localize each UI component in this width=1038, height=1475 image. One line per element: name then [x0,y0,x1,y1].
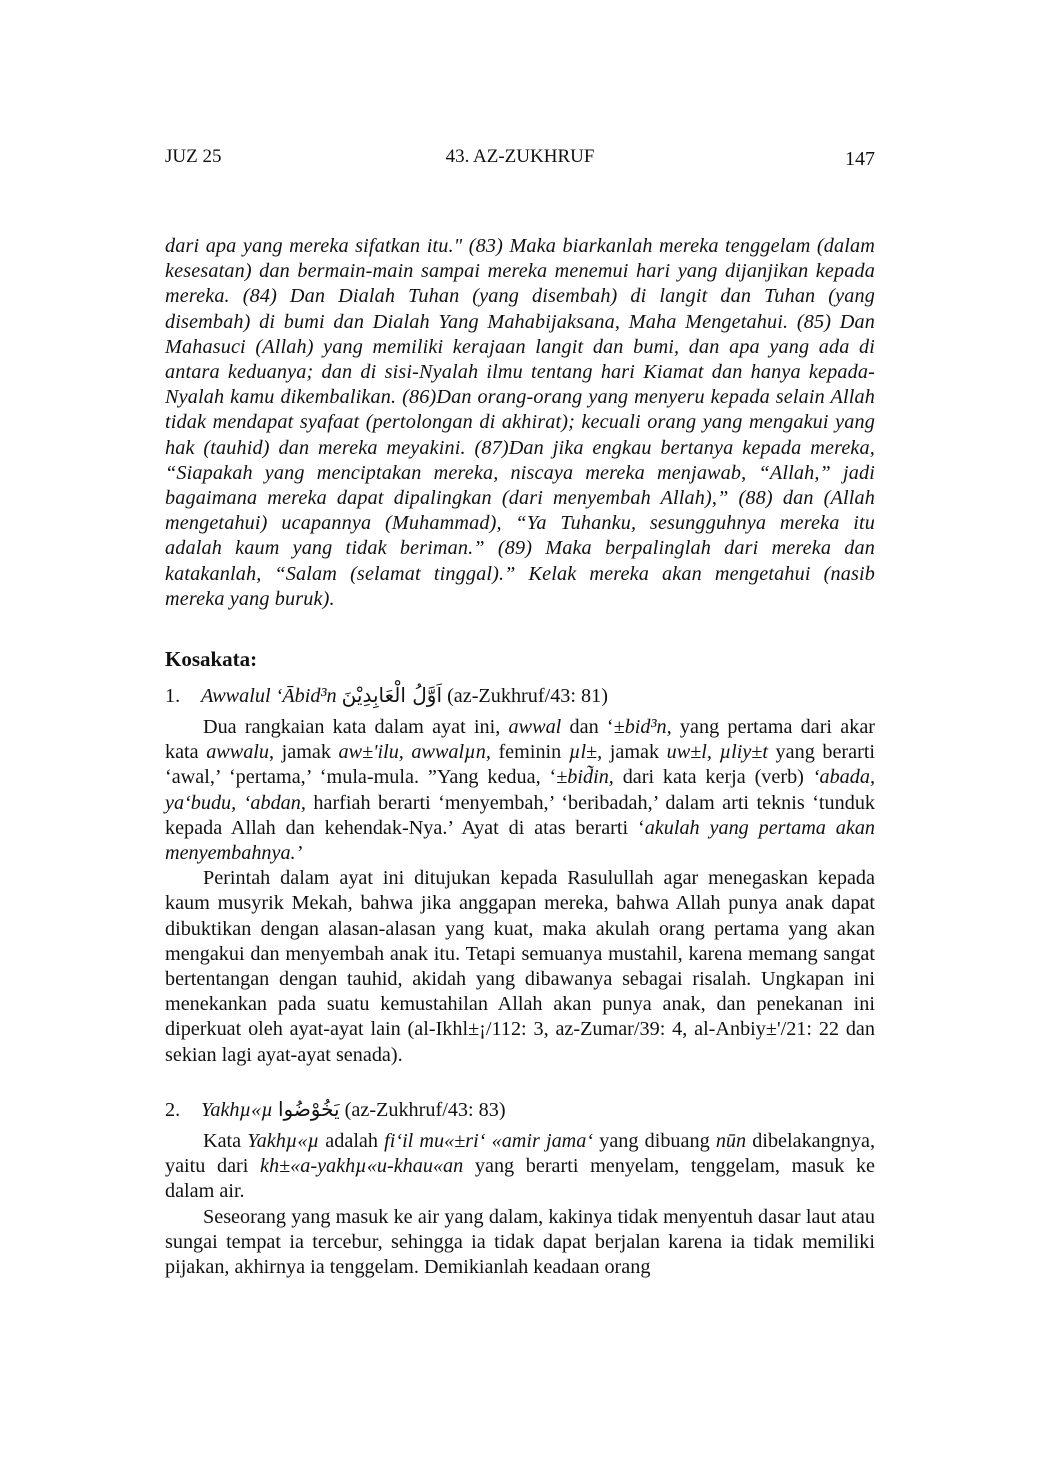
text-run: harfiah berarti ‘menyembah,’ ‘beribadah,’ dalam arti teknis ‘tunduk kepada Allah dan kehendak-Nya.’ Ayat di atas berarti ‘ [165,791,876,839]
italic-term: awwalu [206,741,270,764]
vocab-item-1-heading [165,680,875,711]
italic-term: akulah yang pertama akan menyembahnya.’ [165,816,876,865]
italic-term: uw±l, µliy±t [666,741,768,764]
vocab-item-1-paragraph-1 [165,715,875,866]
italic-term: ‘abada, ya‘budu, ‘abdan, [165,766,875,814]
italic-term: µl±, [568,741,603,764]
kosakata-heading: Kosakata: [165,647,258,672]
italic-term: fi‘il mu«±ri‘ «amir jama‘ [384,1129,594,1152]
verse-reference: (az-Zukhruf/43: 83) [344,1098,506,1121]
vocab-item-number: 1. [165,685,181,708]
vocab-item-2-paragraph-1 [165,1129,875,1205]
vocab-item-2-heading [165,1094,875,1125]
juz-label: JUZ 25 [165,146,222,167]
text-run: Dua rangkaian kata dalam ayat ini, [203,716,509,739]
text-run: adalah [319,1129,385,1152]
verse-reference: (az-Zukhruf/43: 81) [447,685,608,708]
italic-term: kh±«a-yakhµ«u-khau«an [260,1155,464,1178]
text-run: yang dibuang [593,1129,716,1152]
vocab-term: Awwalul ‘Ābid³n [201,685,337,708]
vocab-term: Yakhµ«µ [201,1098,273,1121]
vocab-item-1-paragraph-2: Perintah dalam ayat ini ditujukan kepada Rasulullah agar menegaskan kepada kaum musyrik Mekah, bahwa jika anggapan mereka, bahwa Allah punya anak dapat dibuktikan dengan alasan-alasan yang kuat, maka akulah orang pertama yang akan mengakui dan menyembah anak itu. Tetapi semuanya mustahil, karena memang sangat bertentangan dengan tauhid, akidah yang dibawanya sebagai risalah. Ungkapan ini menekankan pada suatu kemustahilan Allah akan punya anak, dan penekanan ini diperkuat oleh ayat-ayat lain (al-Ikhl±¡/112: 3, az-Zumar/39: 4, al-Anbiy±'/21: 22 dan sekian lagi ayat-ayat senada). [165,867,875,1066]
text-run: , jamak [269,741,339,764]
text-run: Kata [203,1129,248,1152]
text-run: dibelakangnya, yaitu dari [165,1129,876,1178]
text-run: jamak [602,741,667,764]
surah-title: 43. AZ-ZUKHRUF [445,146,595,167]
page-number: 147 [845,148,875,170]
text-run: dari kata kerja (verb) [613,766,813,789]
italic-term: awwal [508,716,562,739]
page-content [165,234,875,1280]
vocab-item-2-paragraph-2: Seseorang yang masuk ke air yang dalam, kakinya tidak menyentuh dasar laut atau sungai tempat ia tercebur, sehingga ia tidak dapat berjalan karena ia tidak memiliki pijakan, akhirnya ia tenggelam. Demikianlah keadaan orang [165,1205,875,1278]
italic-term: aw±'ilu, awwalµn, [338,741,491,764]
text-run: yang berarti menyelam, tenggelam, masuk ke dalam air. [165,1155,875,1203]
italic-term: nūn [715,1129,747,1152]
text-run: yang berarti ‘awal,’ ‘pertama,’ ‘mula-mula. ”Yang kedua, ‘ [165,741,876,789]
text-run: dan ‘ [561,716,614,739]
italic-term: Yakhµ«µ [247,1129,320,1152]
arabic-term: يَخُوْضُوا [277,1096,340,1121]
translation-text: dari apa yang mereka sifatkan itu." (83) Maka biarkanlah mereka tenggelam (dalam kesesatan) dan bermain-main sampai mereka menemui hari yang dijanjikan kepada mereka. (84) Dan Dialah Tuhan (yang disembah) di langit dan Tuhan (yang disembah) di bumi dan Dialah Yang Mahabijaksana, Maha Mengetahui. (85) Dan Mahasuci (Allah) yang memiliki kerajaan langit dan bumi, dan apa yang ada di antara keduanya; dan di sisi-Nyalah ilmu tentang hari Kiamat dan hanya kepada-Nyalah kamu dikembalikan. (86)Dan orang-orang yang menyeru kepada selain Allah tidak mendapat syafaat (pertolongan di akhirat); kecuali orang yang mengakui yang hak (tauhid) dan mereka meyakini. (87)Dan jika engkau bertanya kepada mereka, “Siapakah yang menciptakan mereka, niscaya mereka menjawab, “Allah,” jadi bagaimana mereka dapat dipalingkan (dari menyembah Allah),” (88) dan (Allah mengetahui) ucapannya (Muhammad), “Ya Tuhanku, sesungguhnya mereka itu adalah kaum yang tidak beriman.” (89) Maka berpalinglah dari mereka dan katakanlah, “Salam (selamat tinggal).” Kelak mereka akan mengetahui (nasib mereka yang buruk). [165,235,875,610]
italic-term: ±bid³n, [613,716,672,739]
arabic-term: اَوَّلُ الْعَابِدِيْنَ [341,683,443,708]
vocab-item-number: 2. [165,1098,181,1121]
text-run: feminin [490,741,569,764]
text-run: yang pertama dari akar kata [165,716,876,764]
italic-term: ±bid̃in, [556,766,614,789]
page-header [165,146,875,176]
